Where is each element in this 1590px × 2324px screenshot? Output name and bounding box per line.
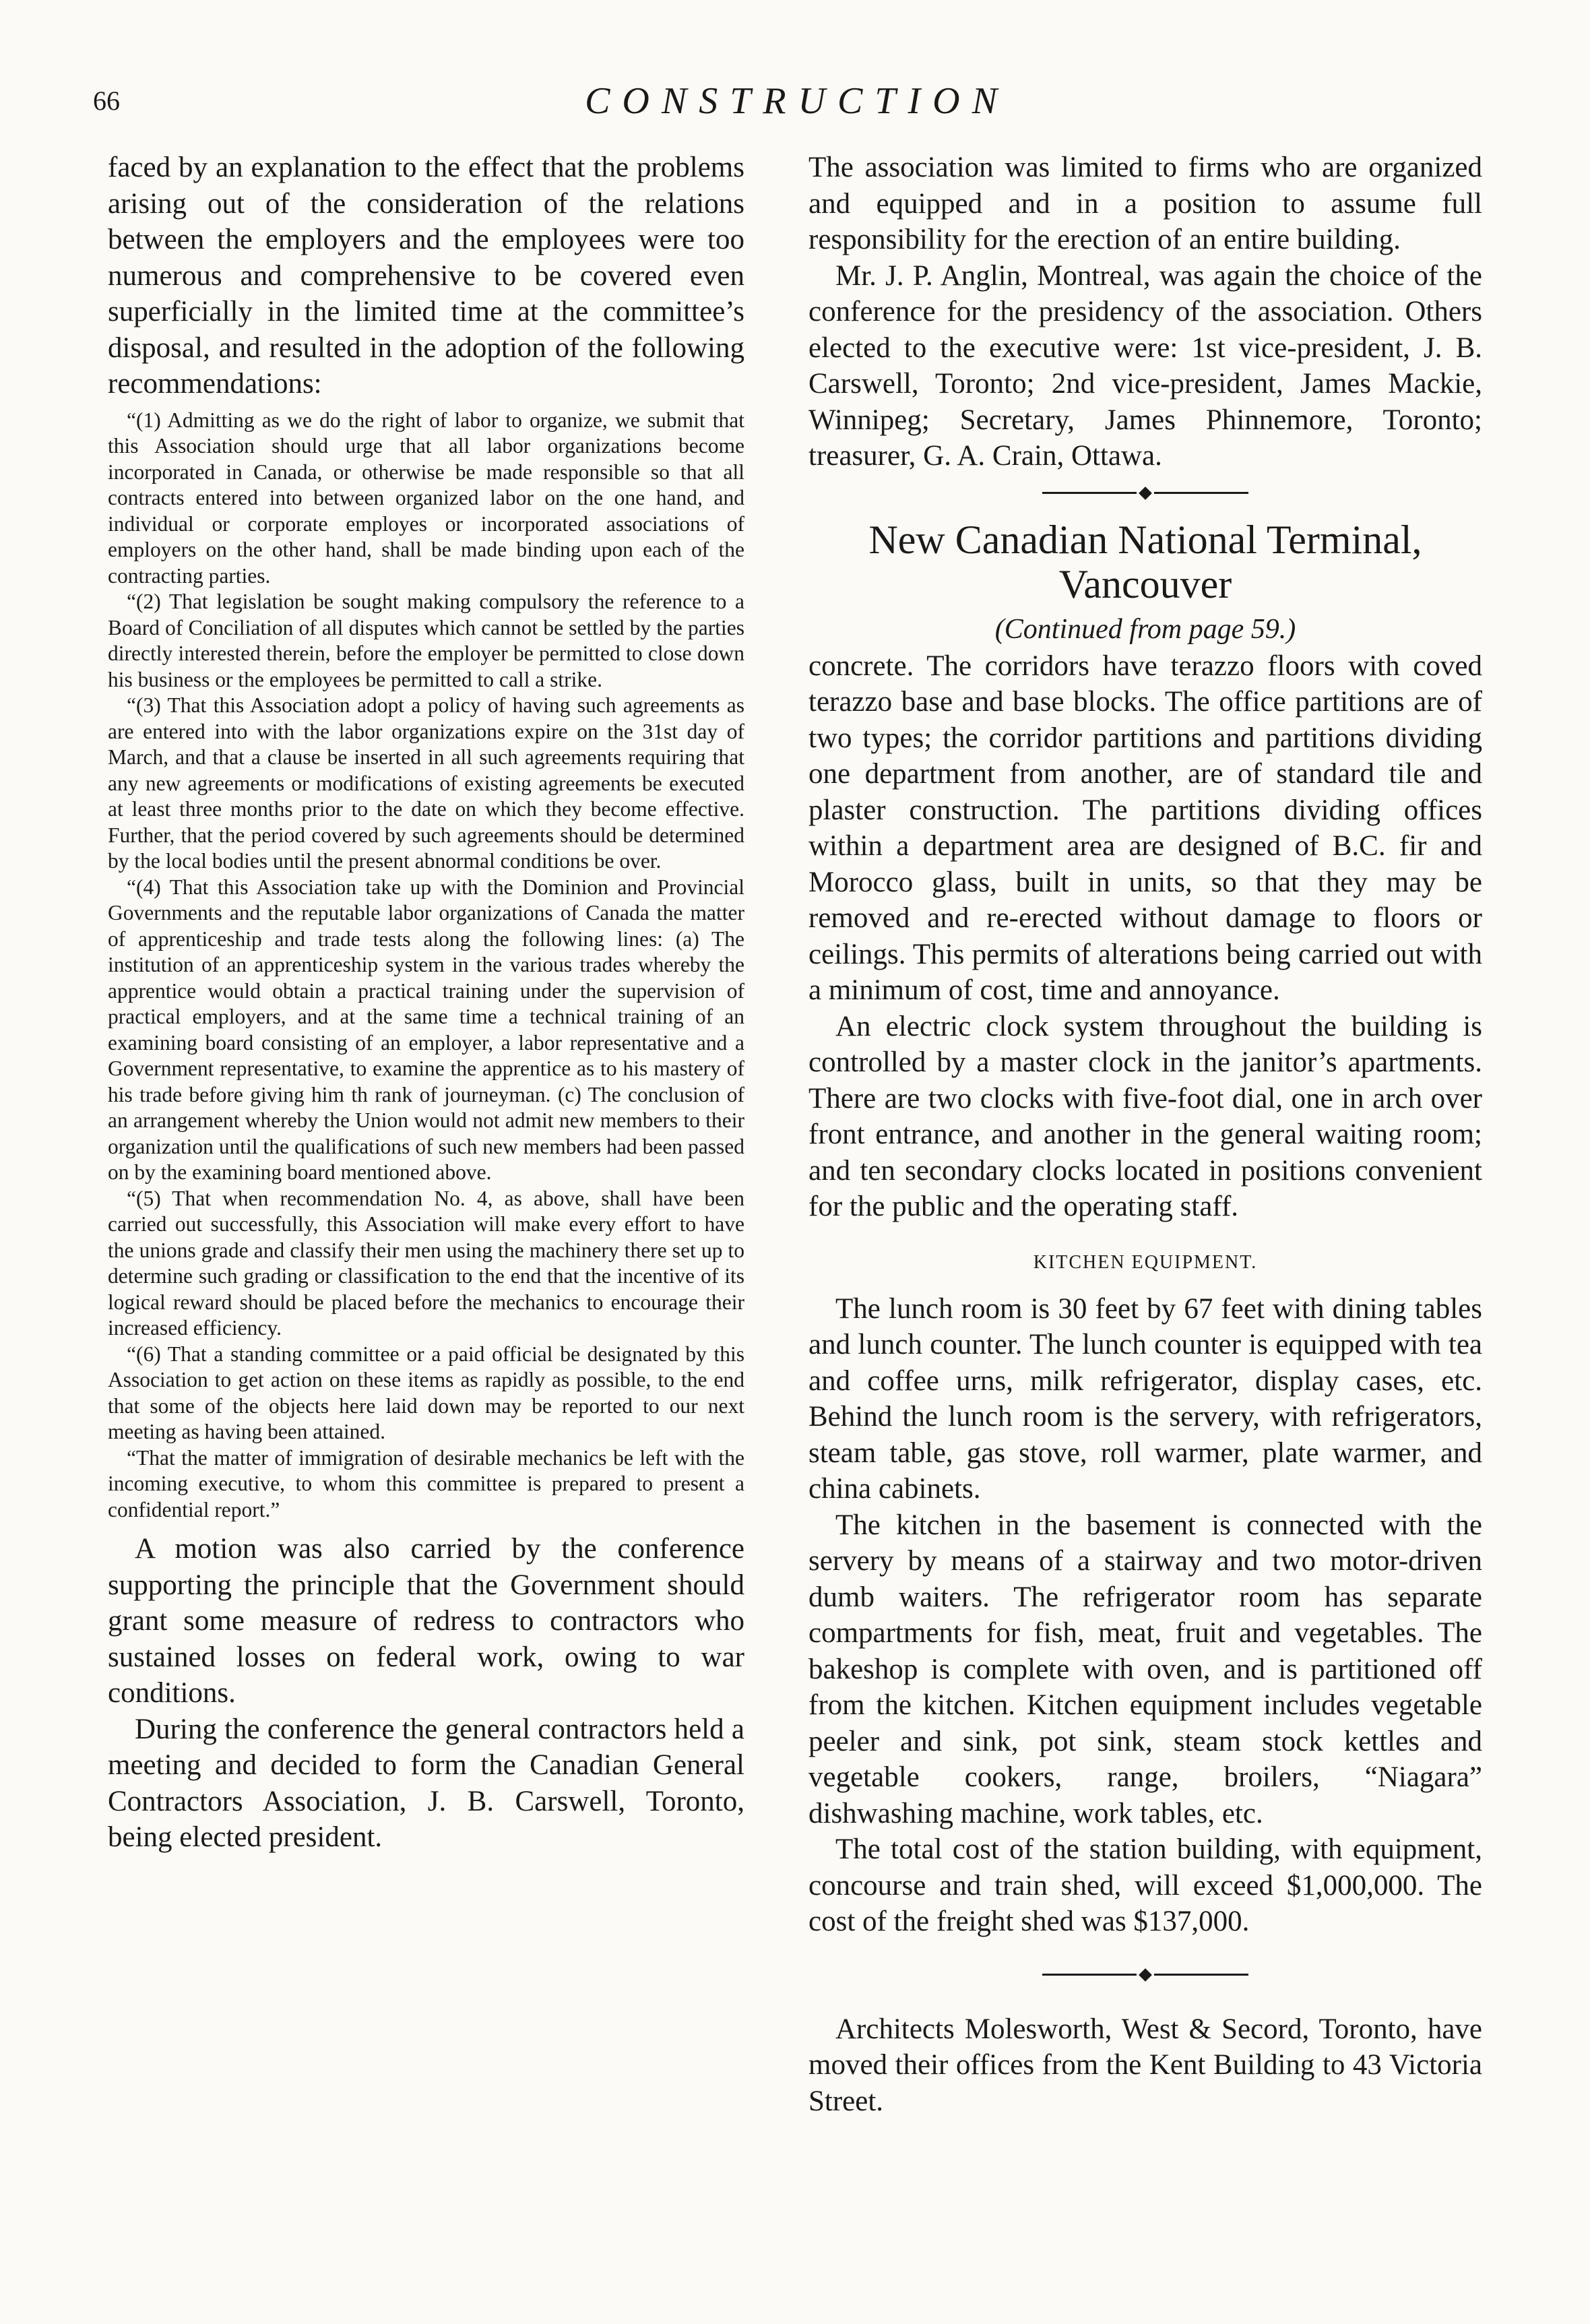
association-paragraph: During the conference the general contractors held a meeting and decided to form the Canadian General Contractors Association, J. B. Carswell, Toronto, being elected president. — [108, 1713, 744, 1853]
continued-note: (Continued from page 59.) — [994, 613, 1296, 645]
page-number: 66 — [93, 86, 120, 116]
section-divider-2 — [808, 1960, 1482, 1987]
recommendation-5: “(5) That when recommendation No. 4, as above, shall have been carried out successfully, this Association will make every effort to have the unions grade and classify their men using the machinery there set up to determine such grading or classification to the end that the incentive of its logical reward should be placed before the mechanics to encourage their increased efficiency. — [108, 1186, 744, 1340]
intro-paragraph: faced by an explanation to the effect that the problems arising out of the consideration of the relations between the employers and the employees were too numerous and comprehensive to be covered even superficially in the limited time at the committee’s disposal, and resulted in the adoption of the following recommendations: — [108, 152, 744, 400]
officers-paragraph: Mr. J. P. Anglin, Montreal, was again the choice of the conference for the presidency of the association. Others elected to the executive were: 1st vice-president, J. B. Carswell, Toronto; 2nd vice-president, James Mackie, Winnipeg; Secretary, James Phinnemore, Toronto; treasurer, G. A. Crain, Ottawa. — [808, 259, 1482, 472]
right-column — [808, 150, 1482, 2119]
motion-paragraph: A motion was also carried by the conference supporting the principle that the Government should grant some measure of redress to contractors who sustained losses on federal work, owing to war conditions. — [108, 1533, 744, 1709]
left-column — [108, 150, 744, 1856]
lunch-paragraph: The lunch room is 30 feet by 67 feet with dining tables and lunch counter. The lunch counter is equipped with tea and coffee urns, milk refrigerator, display cases, etc. Behind the lunch room is the servery, with refrigerators, steam table, gas stove, roll warmer, plate warmer, and china cabinets. — [808, 1292, 1482, 1505]
recommendation-4: “(4) That this Association take up with the Dominion and Provincial Governments and the reputable labor organizations of Canada the matter of apprenticeship and trade tests along the following lines: (a) The institution of an apprenticeship system in the various trades whereby the apprentice would obtain a practical training under the supervision of practical employers, and at the same time a technical training of an examining board consisting of an employer, a labor representative and a Government representative, to examine the apprentice as to his mastery of his trade before giving him th rank of journeyman. (c) The conclusion of an arrangement whereby the Union would not admit new members to their organization until the qualifications of such new members had been passed on by the examining board mentioned above. — [108, 875, 744, 1184]
concrete-paragraph: concrete. The corridors have terazzo floors with coved terazzo base and base blocks. The office partitions are of two types; the corridor partitions and partitions dividing one department from another, are of standard tile and plaster construction. The partitions dividing offices within a department area are designed of B.C. fir and Morocco glass, built in units, so that they may be removed and re-erected without damage to floors or ceilings. This permits of alterations being carried out with a minimum of cost, time and annoyance. — [808, 650, 1482, 1006]
section-divider — [808, 478, 1482, 505]
recommendation-2: “(2) That legislation be sought making compulsory the reference to a Board of Conciliation of all disputes which cannot be settled by the parties directly interested therein, before the employer be permitted to close down his business or the employees be permitted to call a strike. — [108, 590, 744, 691]
article-title: New Canadian National Terminal, Vancouver — [868, 517, 1422, 606]
cost-paragraph: The total cost of the station building, with equipment, concourse and train shed, will exceed $1,000,000. The cost of the freight shed was $137,000. — [808, 1833, 1482, 1937]
kitchen-subheading: KITCHEN EQUIPMENT. — [1033, 1251, 1258, 1273]
page-header — [93, 80, 1501, 133]
limited-paragraph: The association was limited to firms who are organized and equipped and in a position to assume full responsibility for the erection of an entire building. — [808, 152, 1482, 255]
recommendation-immigration: “That the matter of immigration of desirable mechanics be left with the incoming executive, to whom this committee is prepared to present a confidential report.” — [108, 1445, 744, 1521]
journal-title: CONSTRUCTION — [585, 80, 1009, 122]
recommendation-3: “(3) That this Association adopt a policy of having such agreements as are entered into with the labor organizations expire on the 31st day of March, and that a clause be inserted in all such agreements requiring that any new agreements or modifications of existing agreements be executed at least three months prior to the date on which they become effective. Further, that the period covered by such agreements should be determined by the local bodies until the present abnormal conditions be over. — [108, 693, 744, 873]
kitchen-paragraph: The kitchen in the basement is connected with the servery by means of a stairway and two motor-driven dumb waiters. The refrigerator room has separate compartments for fish, meat, fruit and vegetables. The bakeshop is complete with oven, and is partitioned off from the kitchen. Kitchen equipment includes vegetable peeler and sink, pot sink, steam stock kettles and vegetable cookers, range, broilers, “Niagara” dishwashing machine, work tables, etc. — [808, 1509, 1482, 1829]
clock-paragraph: An electric clock system throughout the building is controlled by a master clock in the janitor’s apartments. There are two clocks with five-foot dial, one in arch over front entrance, and another in the general waiting room; and ten secondary clocks located in positions convenient for the public and the operating staff. — [808, 1010, 1482, 1222]
recommendation-1: “(1) Admitting as we do the right of labor to organize, we submit that this Association should urge that all labor organizations become incorporated in Canada, or otherwise be made responsible so that all contracts entered into between organized labor on the one hand, and individual or corporate employes or incorporated associations of employers on the other hand, shall be made binding upon each of the contracting parties. — [108, 408, 744, 588]
recommendation-6: “(6) That a standing committee or a paid official be designated by this Association to get action on these items as rapidly as possible, to the end that some of the objects here laid down may be reported to our next meeting as having been attained. — [108, 1342, 744, 1443]
architects-paragraph: Architects Molesworth, West & Secord, Toronto, have moved their offices from the Kent Building to 43 Victoria Street. — [808, 2013, 1482, 2117]
